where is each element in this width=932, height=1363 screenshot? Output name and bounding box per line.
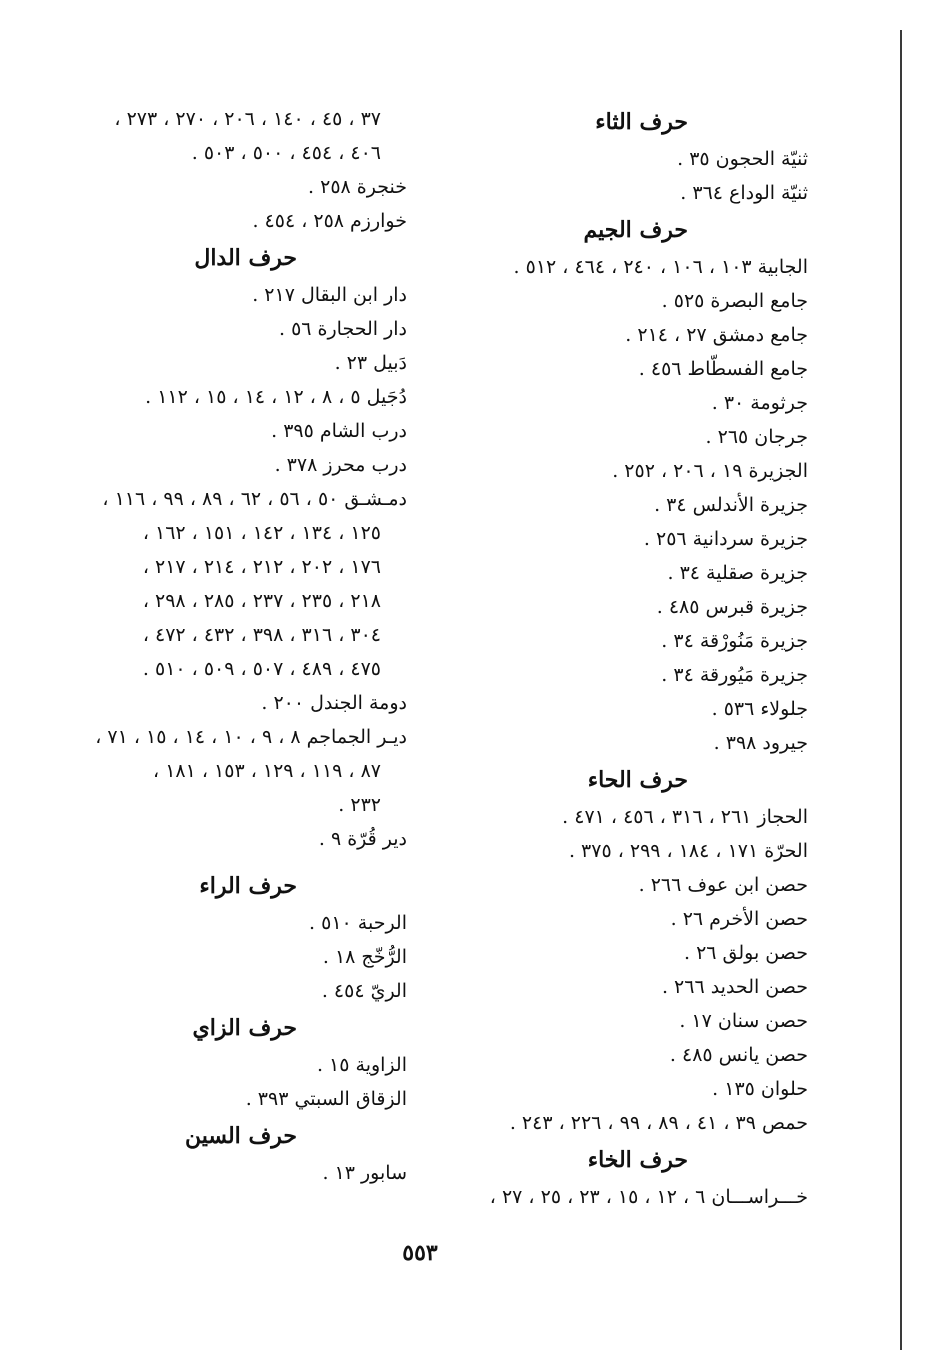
- index-entry: الحجاز ٢٦١ ، ٣١٦ ، ٤٥٦ ، ٤٧١ .: [562, 806, 808, 828]
- index-entry: الجزيرة ١٩ ، ٢٠٦ ، ٢٥٢ .: [612, 460, 808, 482]
- index-continuation-line: ٤٠٦ ، ٤٥٤ ، ٥٠٠ ، ٥٠٣ .: [191, 142, 381, 164]
- index-entry: دمـشـق ٥٠ ، ٥٦ ، ٦٢ ، ٨٩ ، ٩٩ ، ١١٦ ،: [102, 488, 407, 510]
- index-entry: خـــراســـان ٦ ، ١٢ ، ١٥ ، ٢٣ ، ٢٥ ، ٢٧ ،: [489, 1186, 808, 1208]
- section-heading: حرف الحاء: [587, 767, 688, 793]
- index-entry: الرُّخّج ١٨ .: [322, 946, 407, 968]
- index-continuation-line: ٤٧٥ ، ٤٨٩ ، ٥٠٧ ، ٥٠٩ ، ٥١٠ .: [142, 658, 381, 680]
- index-entry: الجابية ١٠٣ ، ١٠٦ ، ٢٤٠ ، ٤٦٤ ، ٥١٢ .: [513, 256, 808, 278]
- index-entry: حصن يانس ٤٨٥ .: [669, 1044, 808, 1066]
- index-entry: حمص ٣٩ ، ٤١ ، ٨٩ ، ٩٩ ، ٢٢٦ ، ٢٤٣ .: [509, 1112, 808, 1134]
- index-entry: ثنيّة الوداع ٣٦٤ .: [680, 182, 808, 204]
- index-entry: جزيرة قبرس ٤٨٥ .: [656, 596, 808, 618]
- index-entry: ثنيّة الحجون ٣٥ .: [677, 148, 808, 170]
- right-column: [448, 102, 808, 1214]
- index-continuation-line: ١٧٦ ، ٢٠٢ ، ٢١٢ ، ٢١٤ ، ٢١٧ ،: [142, 556, 381, 578]
- index-entry: حصن الأخرم ٢٦ .: [670, 908, 808, 930]
- index-entry: جلولاء ٥٣٦ .: [711, 698, 808, 720]
- index-entry: جزيرة مَيُورقة ٣٤ .: [661, 664, 808, 686]
- page-number: ٥٥٣: [402, 1240, 438, 1266]
- index-entry: الزقاق السبتي ٣٩٣ .: [245, 1088, 407, 1110]
- index-entry: جزيرة صقلية ٣٤ .: [667, 562, 808, 584]
- index-entry: خنجرة ٢٥٨ .: [308, 176, 407, 198]
- index-entry: جرجان ٢٦٥ .: [705, 426, 808, 448]
- index-entry: جامع الفسطّاط ٤٥٦ .: [638, 358, 808, 380]
- index-entry: دُجَيل ٥ ، ٨ ، ١٢ ، ١٤ ، ١٥ ، ١١٢ .: [145, 386, 407, 408]
- index-entry: دار ابن البقال ٢١٧ .: [252, 284, 407, 306]
- index-entry: جزيرة سردانية ٢٥٦ .: [643, 528, 808, 550]
- index-entry: جرثومة ٣٠ .: [711, 392, 808, 414]
- section-heading: حرف الجيم: [583, 217, 688, 243]
- index-entry: حلوان ١٣٥ .: [712, 1078, 808, 1100]
- left-column: [47, 102, 407, 1190]
- index-entry: الزاوية ١٥ .: [316, 1054, 407, 1076]
- index-continuation-line: ١٢٥ ، ١٣٤ ، ١٤٢ ، ١٥١ ، ١٦٢ ،: [142, 522, 381, 544]
- index-entry: درب الشام ٣٩٥ .: [271, 420, 407, 442]
- section-heading: حرف الخاء: [587, 1147, 688, 1173]
- index-continuation-line: ٣٧ ، ٤٥ ، ١٤٠ ، ٢٠٦ ، ٢٧٠ ، ٢٧٣ ،: [114, 108, 381, 130]
- index-entry: الحرّة ١٧١ ، ١٨٤ ، ٢٩٩ ، ٣٧٥ .: [568, 840, 808, 862]
- section-heading: حرف الدال: [194, 245, 297, 271]
- index-entry: دومة الجندل ٢٠٠ .: [261, 692, 407, 714]
- index-entry: الريّ ٤٥٤ .: [321, 980, 407, 1002]
- index-entry: جيرود ٣٩٨ .: [713, 732, 808, 754]
- index-entry: درب محرز ٣٧٨ .: [274, 454, 407, 476]
- index-entry: حصن سنان ١٧ .: [679, 1010, 808, 1032]
- index-entry: جامع البصرة ٥٢٥ .: [661, 290, 808, 312]
- index-continuation-line: ٢٣٢ .: [338, 794, 381, 816]
- section-heading: حرف السين: [184, 1123, 297, 1149]
- index-entry: الرحبة ٥١٠ .: [309, 912, 407, 934]
- index-entry: ديـر الجماجم ٨ ، ٩ ، ١٠ ، ١٤ ، ١٥ ، ٧١ ،: [95, 726, 407, 748]
- index-entry: دار الحجارة ٥٦ .: [278, 318, 407, 340]
- index-entry: جامع دمشق ٢٧ ، ٢١٤ .: [625, 324, 808, 346]
- index-entry: جزيرة مَنُورْقة ٣٤ .: [661, 630, 808, 652]
- index-entry: حصن بولق ٢٦ .: [683, 942, 808, 964]
- index-entry: دَبيل ٢٣ .: [334, 352, 407, 374]
- index-continuation-line: ٣٠٤ ، ٣١٦ ، ٣٩٨ ، ٤٣٢ ، ٤٧٢ ،: [142, 624, 381, 646]
- index-entry: سابور ١٣ .: [322, 1162, 407, 1184]
- index-entry: جزيرة الأندلس ٣٤ .: [654, 494, 808, 516]
- index-entry: دير قُرّة ٩ .: [318, 828, 407, 850]
- spacer: [47, 856, 407, 866]
- index-continuation-line: ٢١٨ ، ٢٣٥ ، ٢٣٧ ، ٢٨٥ ، ٢٩٨ ،: [142, 590, 381, 612]
- section-heading: حرف الزاي: [192, 1015, 297, 1041]
- index-entry: حصن الحديد ٢٦٦ .: [661, 976, 808, 998]
- section-heading: حرف الثاء: [595, 109, 688, 135]
- section-heading: حرف الراء: [199, 873, 297, 899]
- index-entry: خوارزم ٢٥٨ ، ٤٥٤ .: [252, 210, 407, 232]
- page-edge-line: [900, 30, 902, 1350]
- index-continuation-line: ٨٧ ، ١١٩ ، ١٢٩ ، ١٥٣ ، ١٨١ ،: [153, 760, 381, 782]
- index-entry: حصن ابن عوف ٢٦٦ .: [638, 874, 808, 896]
